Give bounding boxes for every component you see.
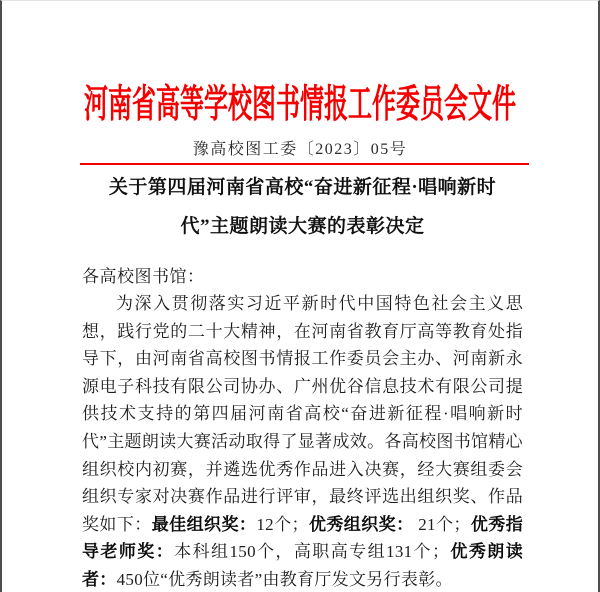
red-divider-line: [80, 163, 529, 165]
document-title-line2: 代”主题朗读大赛的表彰决定: [180, 216, 425, 237]
salutation: 各高校图书馆：: [82, 267, 205, 286]
document-title-line1: 关于第四届河南省高校“奋进新征程·唱响新时: [108, 177, 497, 198]
red-header-title: 河南省高等学校图书情报工作委员会文件: [84, 84, 516, 127]
document-number: 豫高校图工委〔2023〕05号: [192, 141, 408, 158]
body-paragraph: 为深入贯彻落实习近平新时代中国特色社会主义思想，践行党的二十大精神，在河南省教育厅高等教育处指导下，由河南省高校图书情报工作委员会主办、河南新永源电子科技有限公司协办、广州优谷信息技术有限公司提供技术支持的第四届河南省高校“奋进新征程·唱响新时代”主题朗读大赛活动取得了显著成效。各高校图书馆精心组织校内初赛，并遴选优秀作品进入决赛，经大赛组委会组织专家对决赛作品进行评审，最终评选出组织奖、作品奖如下：最佳组织奖：12个；优秀组织奖： 21个；优秀指导老师奖：本科组150个，高职高专组131个；优秀朗读者：450位“优秀朗读者”由教育厅发文另行表彰。: [82, 294, 524, 589]
document-title: [82, 168, 523, 246]
